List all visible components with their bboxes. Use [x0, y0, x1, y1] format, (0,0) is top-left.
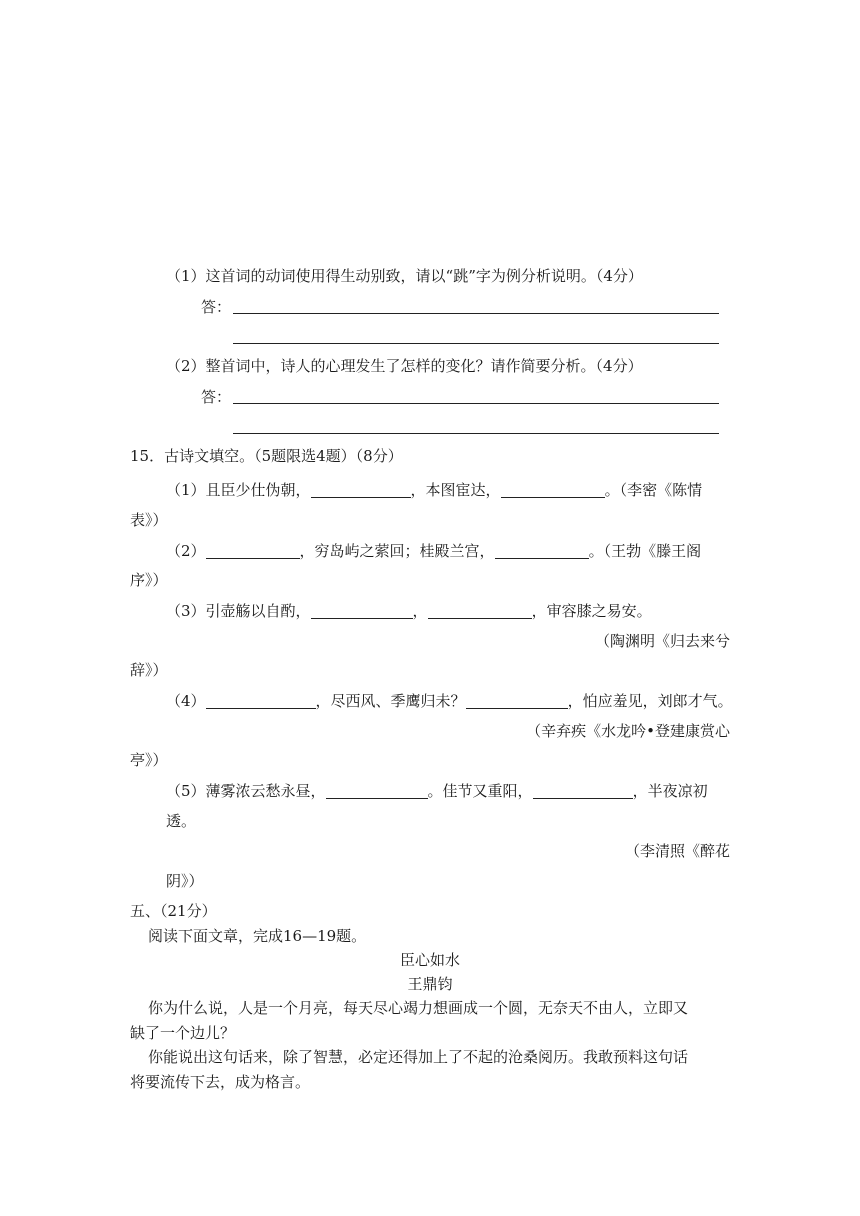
q14-sub1-prompt: （1）这首词的动词使用得生动别致，请以“跳”字为例分析说明。（4分） [166, 267, 643, 285]
q15-item1-text-c: 。（李密《陈情 [604, 481, 703, 499]
q15-item1-blank-2[interactable] [501, 482, 605, 498]
q15-item5-blank-1[interactable] [326, 783, 428, 799]
q14-sub2-answer-line-1[interactable] [233, 403, 719, 404]
q15-item2-blank-1[interactable] [206, 543, 300, 559]
q15-item5-cont-2: 阴》） [166, 872, 204, 890]
q15-item4-text-b: ，尽西风、季鹰归未？ [315, 692, 466, 710]
q15-item4 [166, 691, 733, 711]
q14-sub1-answer-line-1[interactable] [233, 313, 719, 314]
q14-sub2-answer-line-2[interactable] [233, 433, 719, 434]
q15-item5-text-b: 。佳节又重阳， [427, 782, 533, 800]
q15-title: 15．古诗文填空。（5题限选4题）（8分） [130, 447, 403, 465]
q15-item5-blank-2[interactable] [533, 783, 633, 799]
q14-sub1-answer-label: 答： [201, 298, 232, 316]
q15-item3-blank-2[interactable] [428, 603, 532, 619]
section5-header: 五、（21分） [130, 902, 217, 920]
q15-item5-cont: 透。 [166, 812, 197, 830]
q15-item2-text-c: 。（王勃《滕王阁 [588, 542, 702, 560]
q15-item3-text-a: （3）引壶觞以自酌， [166, 602, 311, 620]
q15-item3-text-b: ， [412, 602, 428, 620]
q15-item3-source: （陶渊明《归去来兮 [594, 632, 730, 650]
q15-item2-cont: 序》） [130, 571, 168, 589]
q15-item2-blank-2[interactable] [495, 543, 589, 559]
q15-item3-text-c: ，审容膝之易安。 [531, 602, 652, 620]
section5-instruction: 阅读下面文章，完成16—19题。 [148, 927, 367, 945]
q15-item3-cont: 辞》） [130, 661, 168, 679]
q15-item1-text-b: ，本图宦达， [410, 481, 501, 499]
q15-item2 [166, 541, 701, 561]
q15-item3-blank-1[interactable] [311, 603, 413, 619]
article-paragraph-1-line-1: 你为什么说，人是一个月亮，每天尽心竭力想画成一个圆，无奈天不由人，立即又 [148, 999, 689, 1017]
q15-item5-source: （李清照《醉花 [624, 842, 730, 860]
q15-item1-text-a: （1）且臣少仕伪朝， [166, 481, 311, 499]
q15-item4-blank-1[interactable] [206, 693, 316, 709]
q15-item1 [166, 480, 702, 500]
q15-item4-cont: 亭》） [130, 751, 168, 769]
q14-sub2-prompt: （2）整首词中，诗人的心理发生了怎样的变化？请作简要分析。（4分） [166, 357, 643, 375]
q15-item4-blank-2[interactable] [466, 693, 568, 709]
q15-item5-text-c: ，半夜凉初 [632, 782, 708, 800]
q15-item5-text-a: （5）薄雾浓云愁永昼， [166, 782, 326, 800]
article-paragraph-1-line-2: 缺了一个边儿？ [130, 1024, 236, 1042]
q15-item1-cont: 表》） [130, 511, 168, 529]
q15-item4-text-c: ，怕应羞见，刘郎才气。 [567, 692, 733, 710]
article-title: 臣心如水 [399, 951, 460, 969]
q15-item5 [166, 781, 708, 801]
q14-sub2-answer-label: 答： [201, 388, 232, 406]
q15-item3 [166, 601, 652, 621]
q15-item2-text-b: ，穷岛屿之萦回；桂殿兰宫， [299, 542, 495, 560]
article-paragraph-2-line-1: 你能说出这句话来，除了智慧，必定还得加上了不起的沧桑阅历。我敢预料这句话 [148, 1048, 689, 1066]
article-paragraph-2-line-2: 将要流传下去，成为格言。 [130, 1073, 311, 1091]
q15-item1-blank-1[interactable] [311, 482, 411, 498]
q15-item4-text-a: （4） [166, 692, 206, 710]
article-author: 王鼎钧 [407, 975, 453, 993]
q15-item4-source: （辛弃疾《水龙吟•登建康赏心 [526, 722, 730, 740]
q14-sub1-answer-line-2[interactable] [233, 343, 719, 344]
q15-item2-text-a: （2） [166, 542, 206, 560]
